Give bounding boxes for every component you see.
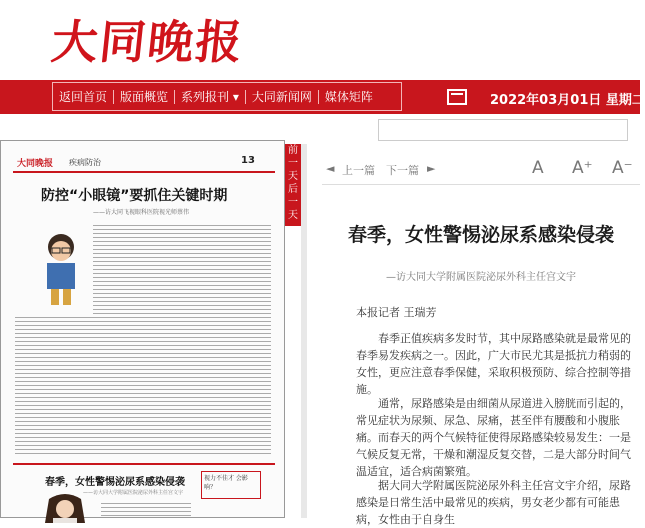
issue-date: 2022年03月01日 星期二 [490, 93, 645, 108]
top-nav-bar [0, 80, 645, 114]
calendar-icon[interactable] [447, 89, 467, 105]
newspaper-sidebox: 视力不佳才 会影响？ [201, 471, 261, 499]
newspaper-headline[interactable]: 防控“小眼镜”要抓住关键时期 [41, 188, 228, 204]
article-text-lines [93, 225, 271, 315]
next-day-char[interactable]: 天 [288, 210, 298, 221]
nav-media[interactable]: 媒体矩阵 [324, 90, 373, 104]
article-text-lines [101, 503, 191, 519]
newspaper-section: 疾病防治 [69, 158, 101, 167]
newspaper-logo: 大同晚报 [17, 159, 54, 169]
next-article-icon[interactable]: ► [427, 162, 436, 175]
newspaper-page-number: 13 [241, 155, 255, 166]
prev-article-icon[interactable]: ◄ [326, 162, 335, 175]
article-paragraph: 据大同大学附属医院泌尿外科主任宫文宇介绍，尿路感染是日常生活中最常见的疾病，男女老少都有可能患病，女性由于自身生 [356, 479, 631, 526]
newspaper-subhead-2: ——访大同大学附属医院泌尿外科主任宫文宇 [83, 490, 184, 496]
site-logo[interactable]: 大同晚报 [48, 15, 247, 69]
day-nav-tab[interactable] [285, 144, 301, 226]
newspaper-subhead: ——访大同飞视眼科医院视光师蔡伟 [93, 209, 190, 216]
newspaper-page-thumbnail[interactable] [0, 140, 285, 518]
article-reporter: 本报记者 王瑞芳 [356, 306, 437, 319]
prev-day-char[interactable]: 前 [288, 145, 298, 156]
main-nav [52, 82, 402, 111]
next-day-char[interactable]: 一 [288, 197, 298, 208]
next-article-link[interactable]: 下一篇 [386, 164, 419, 177]
nav-home[interactable]: 返回首页 [59, 90, 108, 104]
article-paragraph: 通常，尿路感染是由细菌从尿道进入膀胱而引起的，常见症状为尿频、尿急、尿痛，甚至伴有腰酸和小腹胀痛。而春天的两个气候特征使得尿路感染较易发生：一是气候反复无常，干燥和潮湿反复交替，二是大部分时间气温适宜，适合病菌繁殖。 [356, 397, 631, 478]
nav-series[interactable]: 系列报刊 ▾ [181, 90, 239, 104]
next-day-char[interactable]: 后 [288, 184, 298, 195]
doctor-illustration [35, 493, 95, 523]
panel-divider [301, 144, 307, 518]
newspaper-divider [13, 463, 275, 465]
prev-day-char[interactable]: 天 [288, 171, 298, 182]
search-input[interactable] [378, 119, 628, 141]
nav-overview[interactable]: 版面概览 [120, 90, 169, 104]
article-text-lines [15, 317, 271, 457]
nav-news[interactable]: 大同新闻网 [251, 90, 312, 104]
prev-article-link[interactable]: 上一篇 [342, 164, 375, 177]
article-toolbar [322, 154, 640, 185]
font-increase-button[interactable]: A⁺ [572, 158, 593, 178]
font-decrease-button[interactable]: A⁻ [612, 158, 633, 178]
newspaper-headline-2[interactable]: 春季，女性警惕泌尿系感染侵袭 [45, 477, 185, 488]
article-subtitle: —访大同大学附属医院泌尿外科主任宫文宇 [386, 272, 576, 283]
article-title: 春季，女性警惕泌尿系感染侵袭 [347, 224, 614, 246]
font-normal-button[interactable]: A [532, 158, 544, 178]
prev-day-char[interactable]: 一 [288, 158, 298, 169]
child-illustration [35, 229, 87, 309]
article-paragraph: 春季正值疾病多发时节，其中尿路感染就是最常见的春季易发疾病之一。因此，广大市民尤其是抵抗力稍弱的女性，更应注意春季保健，采取积极预防、综合控制等措施。 [356, 332, 631, 396]
